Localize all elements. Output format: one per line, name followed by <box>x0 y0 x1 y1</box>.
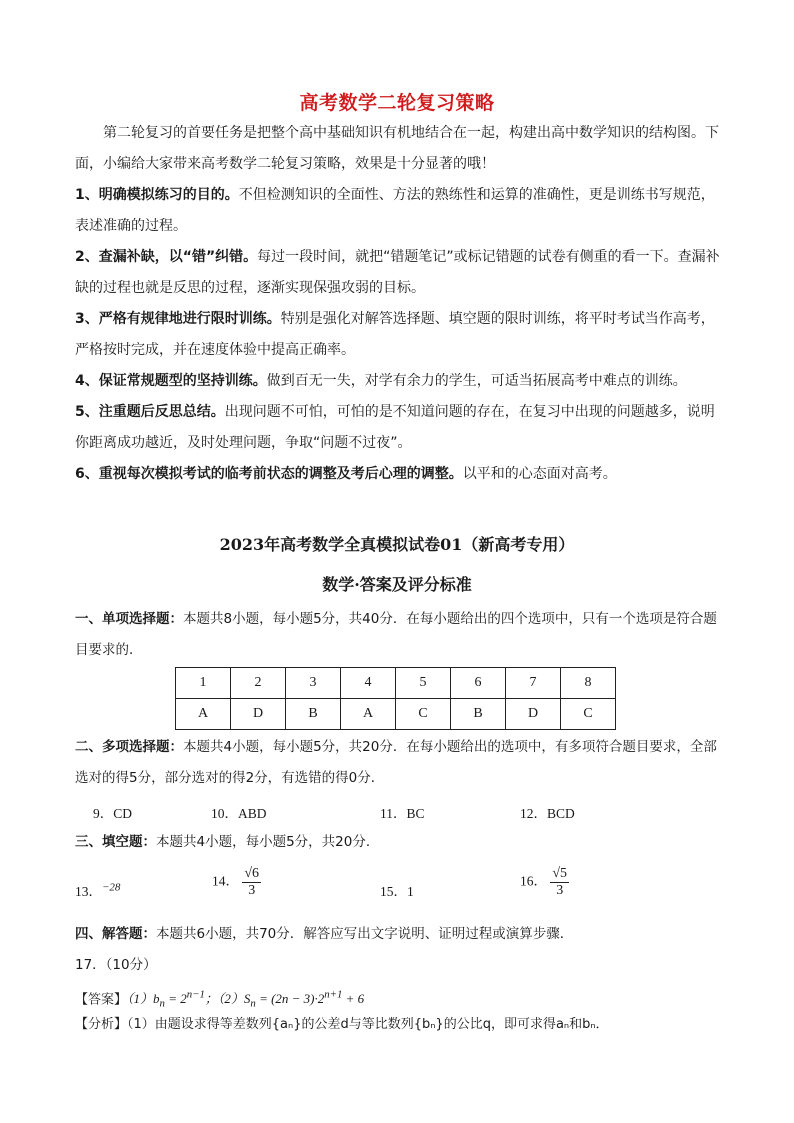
section-1-instructions <box>75 604 725 666</box>
answer-11: 11．BC <box>380 806 425 821</box>
section-1-head: 一、单项选择题： <box>75 611 183 627</box>
section-4-text: 本题共6小题，共70分．解答应写出文字说明、证明过程或演算步骤． <box>156 926 574 942</box>
answer-14 <box>212 866 261 899</box>
section-3-instructions <box>75 827 725 858</box>
table-cell: B <box>286 699 341 730</box>
analysis-text: （1）由题设求得等差数列{aₙ}的公差d与等比数列{bₙ}的公比q，即可求得aₙ和bₙ． <box>127 1017 609 1032</box>
answer-14-numerator: √6 <box>244 866 260 881</box>
table-cell: 4 <box>341 668 396 699</box>
table-cell: 1 <box>176 668 231 699</box>
strategy-3 <box>75 304 725 366</box>
strategy-4-head: 4、保证常规题型的坚持训练。 <box>75 373 267 389</box>
answer-16-numerator: √5 <box>552 866 568 881</box>
strategy-6 <box>75 459 725 490</box>
answer-table-answers-row <box>176 699 616 730</box>
table-cell: B <box>451 699 506 730</box>
answer-text: $(1)b_n = 2^{n-1}$；$(2)S_n = (2n - 3)\cdot 2^{n+1} + 6$ <box>127 989 365 1010</box>
strategy-5-head: 5、注重题后反思总结。 <box>75 404 225 420</box>
answer-10: 10．ABD <box>211 806 267 821</box>
table-cell: D <box>231 699 286 730</box>
answer-16 <box>520 866 569 899</box>
table-cell: A <box>176 699 231 730</box>
section-3-answers <box>75 866 725 916</box>
strategy-1 <box>75 180 725 242</box>
strategy-1-body: 不但检测知识的全面性、方法的熟练性和运算的准确性，更是训练书写规范，表述准确的过程。 <box>75 187 715 234</box>
answer-table <box>175 667 616 730</box>
exam-title: 2023年高考数学全真模拟试卷01（新高考专用） <box>219 535 575 554</box>
answer-15: 15．1 <box>380 884 414 899</box>
section-2-answers <box>75 802 725 822</box>
table-cell: D <box>506 699 561 730</box>
question-17-analysis <box>75 1009 725 1040</box>
table-cell: 5 <box>396 668 451 699</box>
section-3-text: 本题共4小题，每小题5分，共20分． <box>156 834 380 850</box>
table-cell: C <box>396 699 451 730</box>
answer-9: 9．CD <box>93 806 133 821</box>
strategy-1-head: 1、明确模拟练习的目的。 <box>75 187 239 203</box>
table-cell: 3 <box>286 668 341 699</box>
table-cell: 7 <box>506 668 561 699</box>
strategy-2-head: 2、查漏补缺，以“错”纠错。 <box>75 249 258 265</box>
intro-paragraph: 第二轮复习的首要任务是把整个高中基础知识有机地结合在一起，构建出高中数学知识的结构图。下面，小编给大家带来高考数学二轮复习策略，效果是十分显著的哦！ <box>75 125 719 172</box>
answer-16-label: 16． <box>520 873 547 889</box>
table-cell: C <box>561 699 616 730</box>
answer-16-denominator: 3 <box>556 883 564 898</box>
answer-13-value: −28 <box>102 881 121 894</box>
strategy-5-body: 出现问题不可怕，可怕的是不知道问题的存在，在复习中出现的问题越多，说明你距离成功越近，及时处理问题，争取“问题不过夜”。 <box>75 404 715 451</box>
answer-16-fraction <box>550 866 569 899</box>
strategy-6-body: 以平和的心态面对高考。 <box>462 466 617 482</box>
strategy-3-body: 特别是强化对解答选择题、填空题的限时训练，将平时考试当作高考，严格按时完成，并在速度体验中提高正确率。 <box>75 311 715 358</box>
strategy-6-head: 6、重视每次模拟考试的临考前状态的调整及考后心理的调整。 <box>75 466 463 482</box>
section-4-head: 四、解答题： <box>75 926 156 942</box>
exam-subtitle: 数学·答案及评分标准 <box>322 575 472 594</box>
table-cell: A <box>341 699 396 730</box>
answer-table-numbers-row <box>176 668 616 699</box>
answer-13-label: 13． <box>75 884 102 899</box>
strategy-4 <box>75 366 725 397</box>
strategy-3-head: 3、严格有规律地进行限时训练。 <box>75 311 281 327</box>
answer-13 <box>75 880 120 900</box>
answer-label: 【答案】 <box>75 992 128 1008</box>
strategy-2-body: 每过一段时间，就把“错题笔记”或标记错题的试卷有侧重的看一下。查漏补缺的过程也就是反思的过程，逐渐实现保强攻弱的目标。 <box>75 249 720 296</box>
answer-14-label: 14． <box>212 873 239 889</box>
answer-12: 12．BCD <box>520 806 575 821</box>
answer-14-denominator: 3 <box>248 883 256 898</box>
strategy-5 <box>75 397 725 459</box>
table-cell: 6 <box>451 668 506 699</box>
section-1-text: 本题共8小题，每小题5分，共40分．在每小题给出的四个选项中，只有一个选项是符合题目要求的． <box>75 611 717 658</box>
answer-14-fraction <box>242 866 261 899</box>
table-cell: 2 <box>231 668 286 699</box>
strategy-4-body: 做到百无一失，对学有余力的学生，可适当拓展高考中难点的训练。 <box>266 373 687 389</box>
page-title: 高考数学二轮复习策略 <box>299 92 495 114</box>
section-4-instructions <box>75 919 725 950</box>
strategy-2 <box>75 242 725 304</box>
section-3-head: 三、填空题： <box>75 834 156 850</box>
section-2-head: 二、多项选择题： <box>75 739 183 755</box>
analysis-label: 【分析】 <box>75 1017 128 1032</box>
section-2-text: 本题共4小题，每小题5分，共20分．在每小题给出的选项中，有多项符合题目要求，全部选对的得5分，部分选对的得2分，有选错的得0分． <box>75 739 717 786</box>
table-cell: 8 <box>561 668 616 699</box>
question-17: 17．（10分） <box>75 957 157 973</box>
section-2-instructions <box>75 732 725 794</box>
